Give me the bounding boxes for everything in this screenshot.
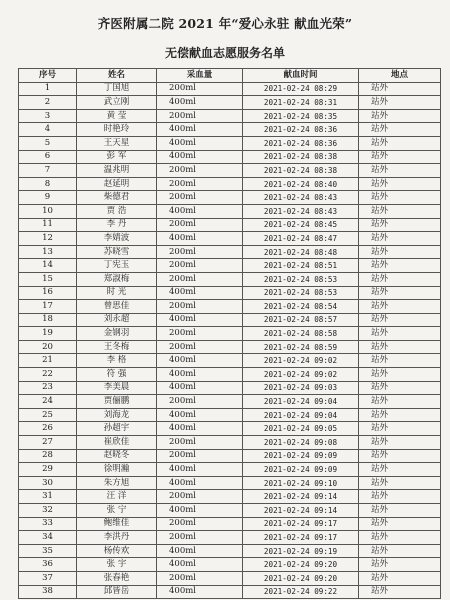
cell-location: 站外	[359, 232, 441, 246]
cell-name: 鲍维佳	[77, 517, 157, 531]
table-row	[19, 531, 441, 545]
cell-location: 站外	[359, 96, 441, 110]
cell-location: 站外	[359, 177, 441, 191]
cell-name: 苏晓雪	[77, 245, 157, 259]
cell-time: 2021-02-24 08:48	[243, 245, 359, 259]
cell-time: 2021-02-24 08:38	[243, 150, 359, 164]
cell-no: 38	[19, 585, 77, 599]
cell-name: 柴德君	[77, 191, 157, 205]
cell-no: 5	[19, 136, 77, 150]
cell-no: 8	[19, 177, 77, 191]
table-row	[19, 232, 441, 246]
cell-location: 站外	[359, 436, 441, 450]
table-row	[19, 463, 441, 477]
cell-location: 站外	[359, 504, 441, 518]
cell-name: 朱方旭	[77, 476, 157, 490]
cell-no: 27	[19, 436, 77, 450]
column-header-location: 地点	[359, 69, 441, 83]
cell-time: 2021-02-24 08:54	[243, 300, 359, 314]
cell-location: 站外	[359, 490, 441, 504]
cell-no: 2	[19, 96, 77, 110]
cell-volume: 200ml	[157, 395, 243, 409]
cell-location: 站外	[359, 422, 441, 436]
cell-name: 贾 浩	[77, 204, 157, 218]
cell-volume: 400ml	[157, 544, 243, 558]
cell-no: 9	[19, 191, 77, 205]
cell-volume: 400ml	[157, 558, 243, 572]
cell-no: 14	[19, 259, 77, 273]
table-row	[19, 259, 441, 273]
cell-name: 郑淑梅	[77, 272, 157, 286]
cell-volume: 200ml	[157, 300, 243, 314]
cell-name: 李 格	[77, 354, 157, 368]
cell-volume: 400ml	[157, 313, 243, 327]
table-row	[19, 204, 441, 218]
cell-volume: 400ml	[157, 408, 243, 422]
cell-no: 28	[19, 449, 77, 463]
cell-volume: 400ml	[157, 476, 243, 490]
cell-no: 25	[19, 408, 77, 422]
cell-location: 站外	[359, 476, 441, 490]
cell-no: 26	[19, 422, 77, 436]
cell-name: 王冬梅	[77, 340, 157, 354]
table-row	[19, 585, 441, 599]
cell-volume: 400ml	[157, 96, 243, 110]
cell-time: 2021-02-24 08:51	[243, 259, 359, 273]
table-row	[19, 517, 441, 531]
cell-location: 站外	[359, 517, 441, 531]
cell-volume: 200ml	[157, 259, 243, 273]
cell-location: 站外	[359, 368, 441, 382]
cell-volume: 200ml	[157, 177, 243, 191]
cell-no: 1	[19, 82, 77, 96]
cell-no: 22	[19, 368, 77, 382]
cell-name: 温兆明	[77, 164, 157, 178]
cell-no: 29	[19, 463, 77, 477]
table-row	[19, 150, 441, 164]
cell-no: 19	[19, 327, 77, 341]
table-body	[19, 82, 441, 599]
cell-volume: 200ml	[157, 490, 243, 504]
cell-volume: 400ml	[157, 585, 243, 599]
cell-time: 2021-02-24 08:38	[243, 164, 359, 178]
cell-time: 2021-02-24 09:02	[243, 354, 359, 368]
cell-no: 32	[19, 504, 77, 518]
cell-location: 站外	[359, 286, 441, 300]
cell-time: 2021-02-24 09:19	[243, 544, 359, 558]
cell-location: 站外	[359, 395, 441, 409]
cell-no: 11	[19, 218, 77, 232]
cell-no: 4	[19, 123, 77, 137]
cell-volume: 200ml	[157, 245, 243, 259]
cell-name: 李婧波	[77, 232, 157, 246]
cell-name: 赵延明	[77, 177, 157, 191]
cell-volume: 400ml	[157, 354, 243, 368]
cell-volume: 200ml	[157, 531, 243, 545]
cell-time: 2021-02-24 09:08	[243, 436, 359, 450]
cell-location: 站外	[359, 164, 441, 178]
cell-location: 站外	[359, 313, 441, 327]
column-header-no: 序号	[19, 69, 77, 83]
cell-time: 2021-02-24 08:35	[243, 109, 359, 123]
cell-name: 汪 洋	[77, 490, 157, 504]
table-row	[19, 381, 441, 395]
cell-volume: 400ml	[157, 136, 243, 150]
cell-name: 王天星	[77, 136, 157, 150]
cell-name: 赵晓冬	[77, 449, 157, 463]
cell-location: 站外	[359, 544, 441, 558]
cell-location: 站外	[359, 123, 441, 137]
cell-volume: 400ml	[157, 150, 243, 164]
table-row	[19, 96, 441, 110]
cell-location: 站外	[359, 191, 441, 205]
cell-location: 站外	[359, 463, 441, 477]
cell-time: 2021-02-24 08:53	[243, 272, 359, 286]
table-row	[19, 476, 441, 490]
cell-time: 2021-02-24 08:36	[243, 123, 359, 137]
table-row	[19, 164, 441, 178]
table-row	[19, 449, 441, 463]
table-row	[19, 218, 441, 232]
cell-volume: 200ml	[157, 449, 243, 463]
cell-location: 站外	[359, 408, 441, 422]
cell-location: 站外	[359, 150, 441, 164]
cell-no: 7	[19, 164, 77, 178]
cell-time: 2021-02-24 08:45	[243, 218, 359, 232]
cell-name: 邱皆岳	[77, 585, 157, 599]
cell-name: 金钢羽	[77, 327, 157, 341]
table-row	[19, 109, 441, 123]
cell-no: 12	[19, 232, 77, 246]
cell-no: 34	[19, 531, 77, 545]
cell-name: 张 宁	[77, 504, 157, 518]
table-header-row	[19, 69, 441, 83]
cell-time: 2021-02-24 09:04	[243, 395, 359, 409]
cell-no: 36	[19, 558, 77, 572]
cell-time: 2021-02-24 09:03	[243, 381, 359, 395]
table-row	[19, 191, 441, 205]
cell-location: 站外	[359, 300, 441, 314]
cell-time: 2021-02-24 08:36	[243, 136, 359, 150]
cell-no: 31	[19, 490, 77, 504]
cell-no: 13	[19, 245, 77, 259]
donor-table	[18, 68, 441, 599]
document-subtitle: 无偿献血志愿服务名单	[164, 46, 285, 60]
cell-time: 2021-02-24 08:43	[243, 204, 359, 218]
cell-no: 21	[19, 354, 77, 368]
cell-volume: 400ml	[157, 232, 243, 246]
cell-time: 2021-02-24 09:20	[243, 558, 359, 572]
cell-volume: 400ml	[157, 422, 243, 436]
cell-volume: 200ml	[157, 82, 243, 96]
cell-no: 30	[19, 476, 77, 490]
cell-no: 20	[19, 340, 77, 354]
column-header-volume: 采血量	[157, 69, 243, 83]
cell-location: 站外	[359, 204, 441, 218]
table-row	[19, 544, 441, 558]
cell-volume: 400ml	[157, 204, 243, 218]
cell-name: 黄 莹	[77, 109, 157, 123]
column-header-time: 献血时间	[243, 69, 359, 83]
cell-time: 2021-02-24 09:22	[243, 585, 359, 599]
cell-volume: 400ml	[157, 368, 243, 382]
cell-time: 2021-02-24 08:58	[243, 327, 359, 341]
cell-name: 李美晨	[77, 381, 157, 395]
table-row	[19, 395, 441, 409]
cell-time: 2021-02-24 09:14	[243, 504, 359, 518]
table-row	[19, 368, 441, 382]
cell-name: 李 丹	[77, 218, 157, 232]
cell-name: 张 宇	[77, 558, 157, 572]
column-header-name: 姓名	[77, 69, 157, 83]
cell-no: 3	[19, 109, 77, 123]
cell-time: 2021-02-24 09:17	[243, 517, 359, 531]
cell-volume: 200ml	[157, 109, 243, 123]
cell-name: 武立刚	[77, 96, 157, 110]
cell-volume: 200ml	[157, 340, 243, 354]
cell-volume: 200ml	[157, 191, 243, 205]
table-row	[19, 313, 441, 327]
cell-location: 站外	[359, 218, 441, 232]
cell-name: 李洪丹	[77, 531, 157, 545]
cell-location: 站外	[359, 571, 441, 585]
cell-name: 彭 军	[77, 150, 157, 164]
cell-name: 张春艳	[77, 571, 157, 585]
table-row	[19, 354, 441, 368]
cell-no: 16	[19, 286, 77, 300]
table-row	[19, 504, 441, 518]
cell-name: 符 强	[77, 368, 157, 382]
cell-no: 6	[19, 150, 77, 164]
cell-time: 2021-02-24 09:20	[243, 571, 359, 585]
cell-time: 2021-02-24 09:17	[243, 531, 359, 545]
cell-name: 崔欣佳	[77, 436, 157, 450]
table-row	[19, 272, 441, 286]
table-row	[19, 286, 441, 300]
cell-location: 站外	[359, 82, 441, 96]
cell-time: 2021-02-24 09:10	[243, 476, 359, 490]
cell-location: 站外	[359, 245, 441, 259]
cell-location: 站外	[359, 585, 441, 599]
cell-time: 2021-02-24 08:59	[243, 340, 359, 354]
cell-time: 2021-02-24 08:40	[243, 177, 359, 191]
cell-name: 丁宪玉	[77, 259, 157, 273]
cell-volume: 400ml	[157, 463, 243, 477]
cell-time: 2021-02-24 09:14	[243, 490, 359, 504]
cell-volume: 200ml	[157, 327, 243, 341]
cell-location: 站外	[359, 327, 441, 341]
table-row	[19, 136, 441, 150]
document-title: 齐医附属二院 2021 年“爱心永驻 献血光荣”	[97, 16, 353, 31]
cell-location: 站外	[359, 136, 441, 150]
table-row	[19, 82, 441, 96]
cell-volume: 400ml	[157, 504, 243, 518]
cell-volume: 200ml	[157, 218, 243, 232]
cell-time: 2021-02-24 08:43	[243, 191, 359, 205]
table-row	[19, 245, 441, 259]
cell-no: 33	[19, 517, 77, 531]
cell-volume: 200ml	[157, 436, 243, 450]
cell-location: 站外	[359, 531, 441, 545]
table-row	[19, 558, 441, 572]
cell-no: 35	[19, 544, 77, 558]
cell-time: 2021-02-24 09:02	[243, 368, 359, 382]
table-row	[19, 123, 441, 137]
cell-time: 2021-02-24 08:29	[243, 82, 359, 96]
table-row	[19, 490, 441, 504]
cell-name: 时艳玲	[77, 123, 157, 137]
cell-volume: 400ml	[157, 123, 243, 137]
table-row	[19, 408, 441, 422]
cell-no: 24	[19, 395, 77, 409]
cell-time: 2021-02-24 08:53	[243, 286, 359, 300]
cell-location: 站外	[359, 558, 441, 572]
cell-location: 站外	[359, 259, 441, 273]
cell-location: 站外	[359, 449, 441, 463]
cell-name: 刘永超	[77, 313, 157, 327]
cell-no: 10	[19, 204, 77, 218]
cell-no: 18	[19, 313, 77, 327]
cell-time: 2021-02-24 08:57	[243, 313, 359, 327]
cell-time: 2021-02-24 09:05	[243, 422, 359, 436]
cell-no: 37	[19, 571, 77, 585]
table-row	[19, 177, 441, 191]
table-row	[19, 327, 441, 341]
table-row	[19, 422, 441, 436]
cell-volume: 200ml	[157, 272, 243, 286]
table-row	[19, 571, 441, 585]
cell-location: 站外	[359, 381, 441, 395]
cell-name: 孙超宇	[77, 422, 157, 436]
cell-name: 刘海龙	[77, 408, 157, 422]
cell-volume: 200ml	[157, 517, 243, 531]
table-row	[19, 340, 441, 354]
cell-time: 2021-02-24 08:31	[243, 96, 359, 110]
table-row	[19, 300, 441, 314]
cell-location: 站外	[359, 109, 441, 123]
cell-no: 17	[19, 300, 77, 314]
cell-time: 2021-02-24 09:04	[243, 408, 359, 422]
cell-volume: 200ml	[157, 571, 243, 585]
cell-time: 2021-02-24 08:47	[243, 232, 359, 246]
cell-name: 杨传欢	[77, 544, 157, 558]
cell-name: 徐明瀚	[77, 463, 157, 477]
cell-time: 2021-02-24 09:09	[243, 449, 359, 463]
cell-location: 站外	[359, 354, 441, 368]
cell-name: 时 光	[77, 286, 157, 300]
cell-location: 站外	[359, 272, 441, 286]
cell-volume: 400ml	[157, 286, 243, 300]
cell-name: 曾思佳	[77, 300, 157, 314]
cell-no: 15	[19, 272, 77, 286]
cell-volume: 200ml	[157, 164, 243, 178]
table-row	[19, 436, 441, 450]
cell-name: 贾俪鹏	[77, 395, 157, 409]
cell-no: 23	[19, 381, 77, 395]
cell-location: 站外	[359, 340, 441, 354]
cell-name: 丁国旭	[77, 82, 157, 96]
cell-time: 2021-02-24 09:09	[243, 463, 359, 477]
cell-volume: 400ml	[157, 381, 243, 395]
